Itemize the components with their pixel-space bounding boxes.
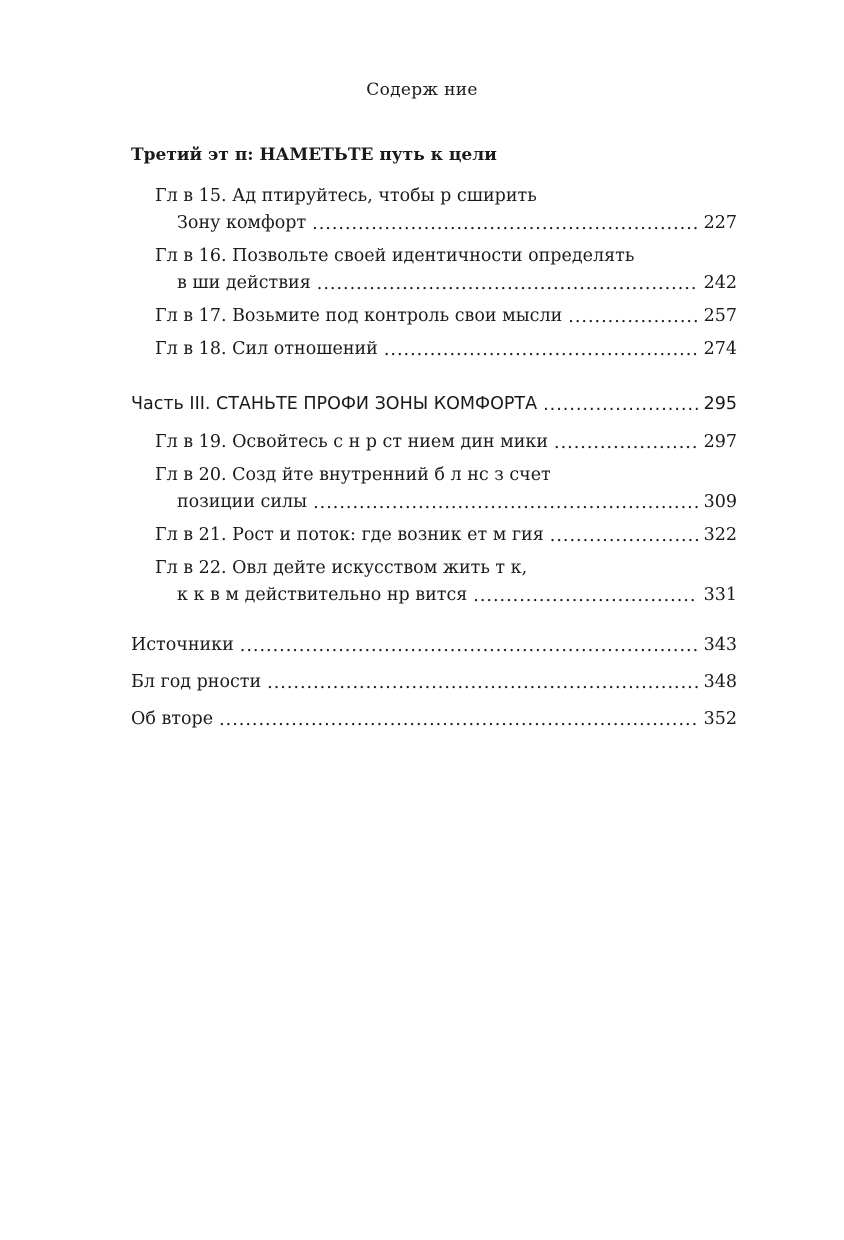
running-header: Содерж ние bbox=[366, 80, 478, 100]
toc-entry-chapter-19[interactable] bbox=[155, 426, 737, 452]
dot-leader bbox=[317, 276, 698, 294]
dot-leader bbox=[313, 495, 698, 513]
toc-entry-chapter-18[interactable] bbox=[155, 333, 737, 359]
dot-leader bbox=[473, 588, 697, 606]
page-number: 274 bbox=[703, 339, 737, 359]
toc-entry-title: Гл в 16. Позвольте своей идентичности определять bbox=[155, 246, 635, 266]
part-title: Часть III. СТАНЬТЕ ПРОФИ ЗОНЫ КОМФОРТА bbox=[131, 394, 538, 414]
toc-entry-chapter-15[interactable] bbox=[155, 180, 537, 206]
page-number: 227 bbox=[703, 213, 737, 233]
toc-entry-title: к к в м действительно нр вится bbox=[177, 585, 468, 605]
page-number: 297 bbox=[703, 432, 737, 452]
page-number: 343 bbox=[703, 635, 737, 655]
toc-entry-chapter-15-cont[interactable] bbox=[177, 207, 737, 233]
toc-entry-chapter-20-cont[interactable] bbox=[177, 486, 737, 512]
toc-entry-title: Об вторе bbox=[131, 709, 214, 729]
toc-entry-title: Гл в 19. Освойтесь с н р ст нием дин мики bbox=[155, 432, 549, 452]
page-number: 257 bbox=[703, 306, 737, 326]
toc-entry-title: в ши действия bbox=[177, 273, 311, 293]
toc-entry-chapter-22[interactable] bbox=[155, 552, 527, 578]
dot-leader bbox=[554, 435, 698, 453]
toc-entry-title: Гл в 17. Возьмите под контроль свои мысли bbox=[155, 306, 563, 326]
page-number: 322 bbox=[703, 525, 737, 545]
toc-entry-acknowledgements[interactable] bbox=[131, 666, 737, 692]
toc-entry-sources[interactable] bbox=[131, 629, 737, 655]
page-number: 295 bbox=[703, 394, 737, 414]
toc-entry-chapter-16-cont[interactable] bbox=[177, 267, 737, 293]
section-heading: Третий эт п: НАМЕТЬТЕ путь к цели bbox=[131, 145, 497, 165]
toc-entry-chapter-17[interactable] bbox=[155, 300, 737, 326]
toc-entry-title: позиции силы bbox=[177, 492, 308, 512]
dot-leader bbox=[219, 712, 698, 730]
toc-entry-part-3[interactable] bbox=[131, 388, 737, 414]
toc-entry-title: Источники bbox=[131, 635, 234, 655]
page-number: 352 bbox=[703, 709, 737, 729]
dot-leader bbox=[384, 342, 698, 360]
page-number: 348 bbox=[703, 672, 737, 692]
dot-leader bbox=[267, 675, 697, 693]
toc-entry-chapter-20[interactable] bbox=[155, 459, 551, 485]
toc-entry-title: Гл в 20. Созд йте внутренний б л нс з счет bbox=[155, 465, 551, 485]
toc-entry-chapter-16[interactable] bbox=[155, 240, 634, 266]
page-number: 242 bbox=[703, 273, 737, 293]
dot-leader bbox=[568, 309, 697, 327]
toc-entry-title: Гл в 18. Сил отношений bbox=[155, 339, 378, 359]
toc-entry-about-author[interactable] bbox=[131, 703, 737, 729]
dot-leader bbox=[550, 528, 698, 546]
dot-leader bbox=[240, 638, 698, 656]
dot-leader bbox=[543, 397, 698, 415]
toc-entry-title: Гл в 15. Ад птируйтесь, чтобы р сширить bbox=[155, 186, 537, 206]
page-number: 309 bbox=[703, 492, 737, 512]
toc-entry-title: Гл в 22. Овл дейте искусством жить т к, bbox=[155, 558, 528, 578]
toc-entry-chapter-21[interactable] bbox=[155, 519, 737, 545]
toc-entry-title: Зону комфорт bbox=[177, 213, 307, 233]
toc-entry-chapter-22-cont[interactable] bbox=[177, 579, 737, 605]
toc-entry-title: Гл в 21. Рост и поток: где возник ет м гия bbox=[155, 525, 544, 545]
page-number: 331 bbox=[703, 585, 737, 605]
toc-entry-title: Бл год рности bbox=[131, 672, 262, 692]
dot-leader bbox=[312, 216, 697, 234]
